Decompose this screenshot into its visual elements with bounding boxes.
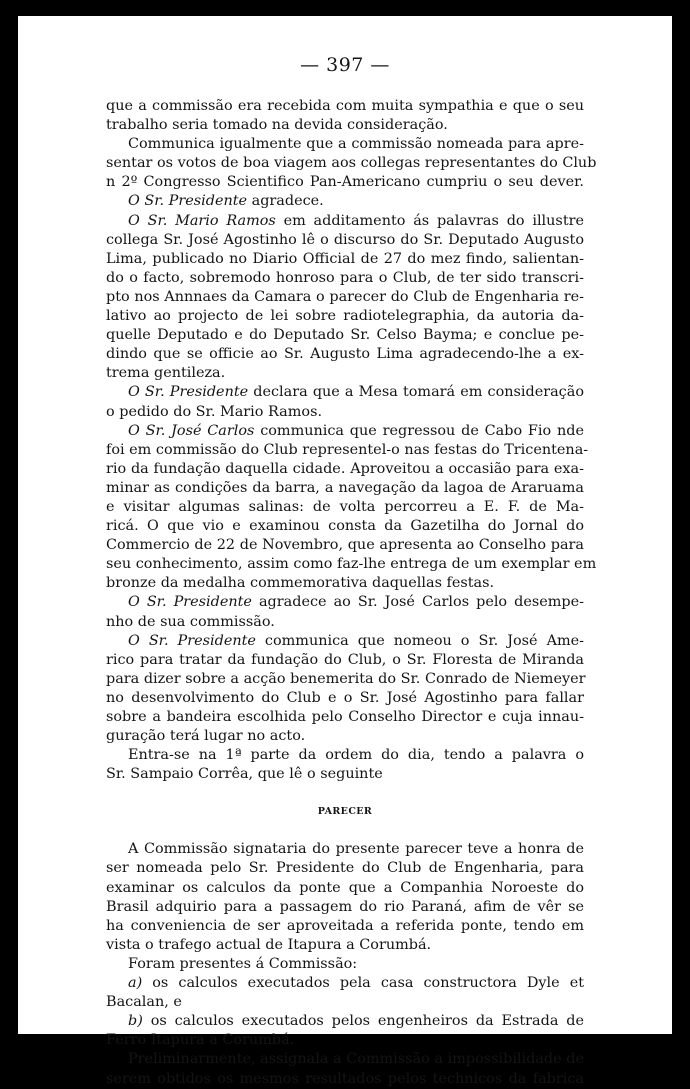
line-text: Commercio de 22 de Novembro, que apresenta ao Conselho para — [106, 537, 584, 554]
text-line — [106, 993, 584, 1012]
minutes-section — [106, 97, 597, 784]
line-text: quelle Deputado e do Deputado Sr. Celso Bayma; e conclue pe- — [106, 327, 584, 344]
text-line — [106, 403, 584, 422]
text-line — [106, 651, 584, 670]
line-text: nho de sua commissão. — [106, 613, 275, 630]
text-line — [106, 1070, 584, 1089]
text-line — [106, 326, 584, 345]
line-text: sentar os votos de boa viagem aos collegas representantes do Club — [106, 155, 597, 172]
line-text: do o facto, sobremodo honroso para o Club, de ter sido transcri- — [106, 269, 584, 286]
line-text: collega Sr. José Agostinho lê o discurso do Sr. Deputado Augusto — [106, 231, 584, 248]
line-text: examinar os calculos da ponte que a Companhia Noroeste do — [106, 879, 584, 896]
section-heading: PARECER — [317, 806, 373, 818]
text-line — [106, 555, 597, 574]
line-text: os calculos executados pela casa constructora Dyle et — [142, 975, 584, 992]
line-text: communica que nomeou o Sr. José Ame- — [255, 632, 584, 649]
line-text: seu conhecimento, assim como faz-lhe entrega de um exemplar em — [106, 556, 597, 573]
line-text: Ferro Itapura a Corumbá. — [106, 1032, 295, 1049]
text-line — [106, 727, 584, 746]
line-text: pto nos Annnaes da Camara o parecer do Club de Engenharia re- — [106, 288, 584, 305]
text-line — [106, 97, 584, 116]
line-text: Preliminarmente, assignala a Commissão a impossibilidade de — [128, 1051, 584, 1068]
text-line — [106, 765, 584, 784]
line-text: trabalho seria tomado na devida consideração. — [106, 117, 448, 134]
line-text: ha conveniencia de ser aproveitada a referida ponte, tendo em — [106, 917, 584, 934]
speaker-name: O Sr. Presidente — [128, 384, 249, 401]
parecer-section — [106, 840, 584, 1088]
line-text: declara que a Mesa tomará em consideração — [248, 384, 584, 401]
line-text: e visitar algumas salinas: de volta percorreu a E. F. de Ma- — [106, 498, 584, 515]
text-line — [106, 517, 584, 536]
text-line — [106, 574, 584, 593]
text-line — [106, 460, 584, 479]
speaker-name: O Sr. Presidente — [128, 193, 248, 210]
text-line — [106, 364, 584, 383]
text-line — [106, 154, 597, 173]
text-line — [106, 898, 584, 917]
page-number: — 397 — — [300, 54, 390, 76]
text-line — [106, 422, 584, 441]
line-text: para dizer sobre a acção benemerita do Sr. Conrado de Niemeyer — [106, 670, 586, 687]
line-text: minar as condições da barra, a navegação da lagoa de Araruama — [106, 479, 584, 496]
speaker-name: a) — [128, 975, 143, 992]
line-text: vista o trafego actual de Itapura a Corumbá. — [106, 936, 432, 953]
text-line — [106, 746, 584, 765]
line-text: Communica igualmente que a commissão nomeada para apre- — [128, 136, 584, 153]
line-text: A Commissão signataria do presente parecer teve a honra de — [128, 841, 584, 858]
line-text: ser nomeada pelo Sr. Presidente do Club de Engenharia, para — [106, 860, 584, 877]
line-text: sobre a bandeira escolhida pelo Conselho Director e cuja innau- — [106, 709, 584, 725]
line-text: no desenvolvimento do Club e o Sr. José Agostinho para fallar — [106, 689, 584, 706]
text-line — [106, 212, 584, 231]
text-line — [106, 307, 584, 326]
text-line — [106, 859, 584, 878]
text-line — [106, 936, 584, 955]
text-line — [106, 879, 584, 898]
line-text: serem obtidos os mesmos resultados pelos technicos da fabrica — [106, 1070, 584, 1087]
text-line — [106, 708, 584, 727]
text-line — [106, 1031, 584, 1050]
text-line — [106, 593, 584, 612]
text-line — [106, 345, 584, 364]
speaker-name: O Sr. Presidente — [128, 594, 252, 611]
line-text: rio da fundação daquella cidade. Aproveitou a occasião para exa- — [106, 460, 584, 477]
text-line — [106, 670, 584, 689]
line-text: em additamento ás palavras do illustre — [275, 212, 584, 229]
speaker-name: O Sr. José Carlos — [128, 422, 255, 439]
text-line — [106, 479, 584, 498]
text-line — [106, 613, 584, 632]
text-line — [106, 498, 584, 517]
text-line — [106, 250, 584, 269]
line-text: n 2º Congresso Scientifico Pan-Americano cumpriu o seu dever. — [106, 174, 584, 191]
text-line — [106, 135, 584, 154]
line-text: o pedido do Sr. Mario Ramos. — [106, 403, 323, 420]
line-text: Bacalan, e — [106, 994, 182, 1011]
line-text: que a commissão era recebida com muita sympathia e que o seu — [106, 98, 584, 114]
line-text: rico para tratar da fundação do Club, o Sr. Floresta de Miranda — [106, 651, 584, 668]
line-text: bronze da medalha commemorativa daquellas festas. — [106, 575, 495, 592]
text-line — [106, 974, 584, 993]
line-text: ricá. O que vio e examinou consta da Gazetilha do Jornal do — [106, 518, 584, 535]
text-line — [106, 269, 584, 288]
document-page — [18, 16, 672, 1087]
line-text: guração terá lugar no acto. — [106, 728, 306, 745]
text-line — [106, 917, 584, 936]
line-text: Brasil adquirio para a passagem do rio Paraná, afim de vêr se — [106, 898, 584, 915]
text-line — [106, 441, 589, 460]
text-line — [106, 536, 584, 555]
line-text: Foram presentes á Commissão: — [128, 955, 358, 972]
text-line — [106, 231, 584, 250]
text-line — [106, 173, 584, 192]
text-line — [106, 1012, 584, 1031]
text-line — [106, 383, 584, 402]
line-text: dindo que se officie ao Sr. Augusto Lima agradecendo-lhe a ex- — [106, 346, 584, 363]
line-text: Entra-se na 1ª parte da ordem do dia, tendo a palavra o — [128, 747, 584, 764]
text-line — [106, 955, 584, 974]
line-text: Lima, publicado no Diario Official de 27 do mez findo, salientan- — [106, 250, 584, 267]
text-line — [106, 1050, 584, 1069]
text-line — [106, 632, 584, 651]
line-text: lativo ao projecto de lei sobre radiotelegraphia, da autoria da- — [106, 308, 584, 325]
text-line — [106, 288, 584, 307]
text-line — [106, 116, 584, 135]
text-line — [106, 192, 584, 211]
line-text: trema gentileza. — [106, 365, 226, 382]
line-text: foi em commissão do Club representel-o nas festas do Tricentena- — [106, 441, 589, 458]
document-body — [106, 97, 597, 1089]
line-text: Sr. Sampaio Corrêa, que lê o seguinte — [106, 766, 383, 783]
text-line — [106, 840, 584, 859]
speaker-name: O Sr. Mario Ramos — [128, 212, 276, 229]
line-text: agradece. — [247, 193, 324, 210]
speaker-name: b) — [128, 1013, 143, 1030]
line-text: communica que regressou de Cabo Fio nde — [254, 422, 584, 439]
line-text: os calculos executados pelos engenheiros da Estrada de — [142, 1013, 584, 1030]
text-line — [106, 689, 584, 708]
speaker-name: O Sr. Presidente — [128, 632, 256, 649]
line-text: agradece ao Sr. José Carlos pelo desempe- — [251, 594, 584, 611]
